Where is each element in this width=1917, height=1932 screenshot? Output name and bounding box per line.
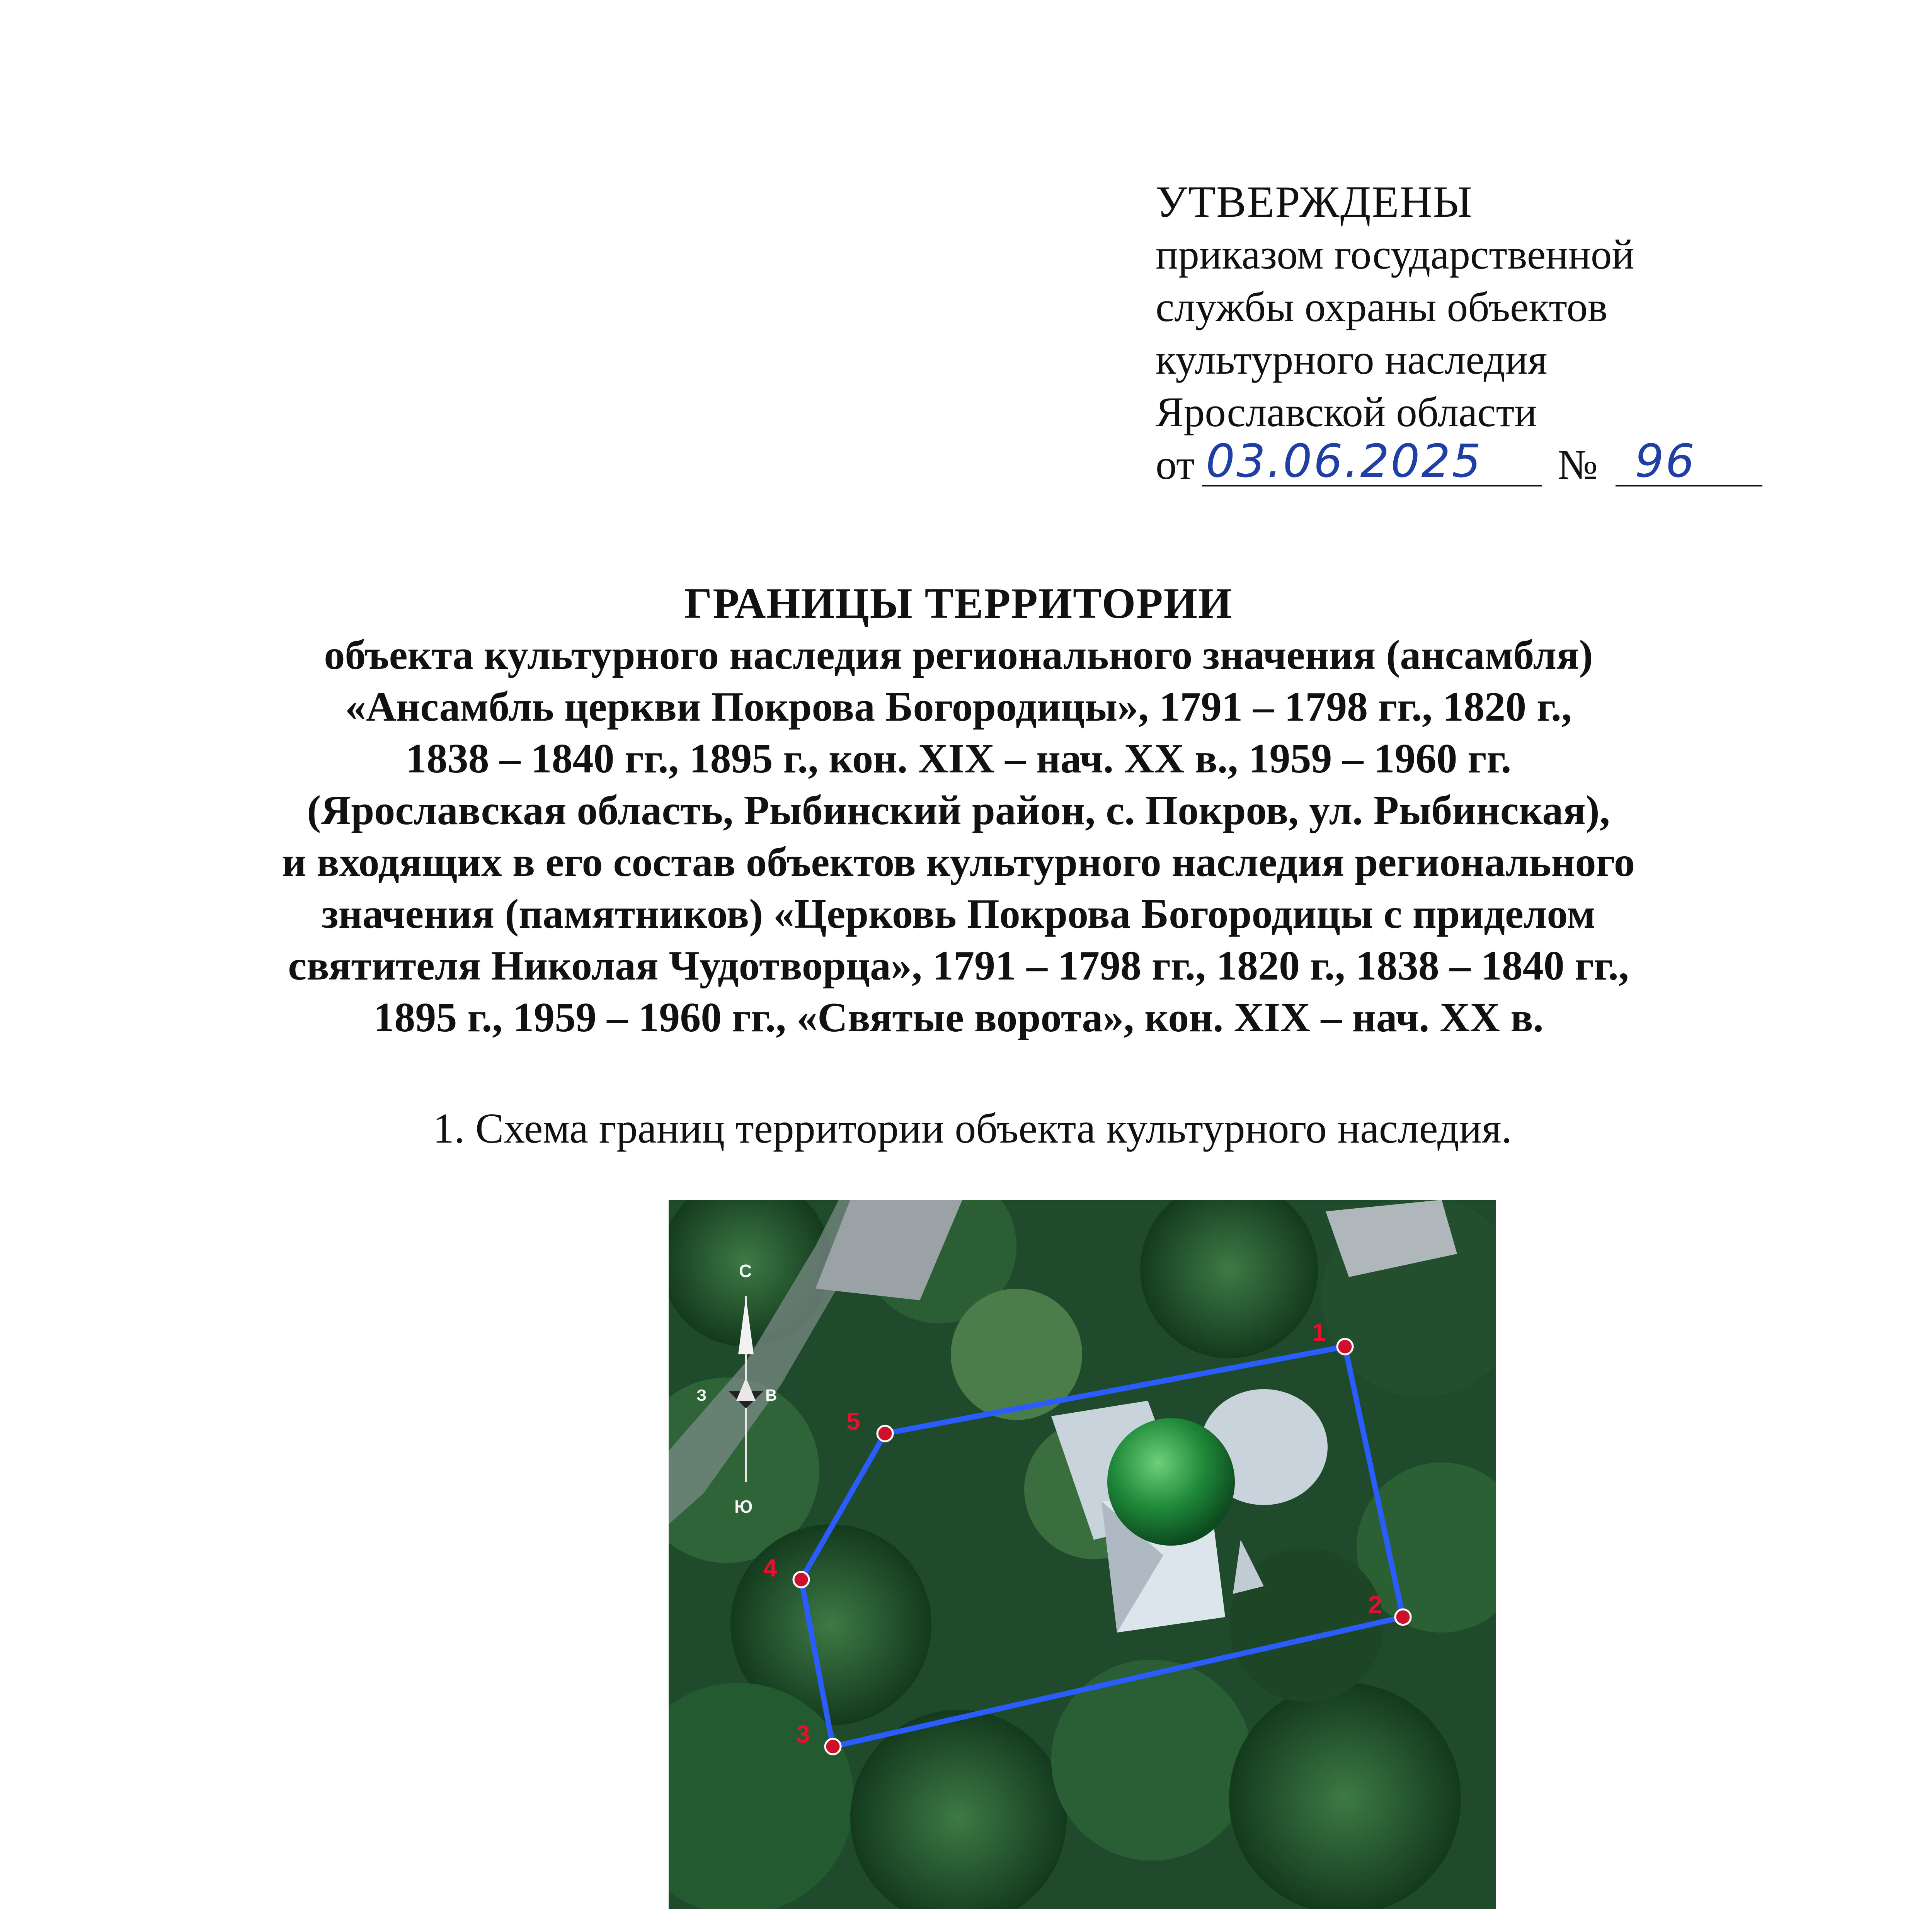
approval-heading: УТВЕРЖДЕНЫ bbox=[1156, 177, 1473, 227]
approval-line: культурного наследия bbox=[1156, 336, 1548, 383]
compass-east-label: В bbox=[765, 1386, 777, 1404]
title-line: 1895 г., 1959 – 1960 гг., «Святые ворота», кон. XIX – нач. XX в. bbox=[373, 995, 1544, 1041]
section-1-heading: 1. Схема границ территории объекта культурного наследия. bbox=[433, 1105, 1512, 1152]
date-prefix: от bbox=[1156, 441, 1195, 488]
number-prefix: № bbox=[1558, 441, 1598, 488]
number-underline bbox=[1616, 485, 1762, 486]
boundary-scheme-map bbox=[669, 1200, 1496, 1909]
point-label: 5 bbox=[846, 1407, 860, 1435]
title-line: «Ансамбль церкви Покрова Богородицы», 1791 – 1798 гг., 1820 г., bbox=[345, 684, 1572, 730]
title-line: 1838 – 1840 гг., 1895 г., кон. XIX – нач. XX в., 1959 – 1960 гг. bbox=[405, 736, 1512, 782]
title-line: (Ярославская область, Рыбинский район, с. Покров, ул. Рыбинская), bbox=[307, 787, 1610, 833]
title-line: значения (памятников) «Церковь Покрова Богородицы с приделом bbox=[322, 891, 1595, 937]
approval-block bbox=[1156, 176, 1766, 497]
point-label: 2 bbox=[1368, 1591, 1382, 1619]
compass-south-label: Ю bbox=[734, 1497, 753, 1517]
compass-north-label: С bbox=[739, 1261, 752, 1281]
title-line: объекта культурного наследия регионального значения (ансамбля) bbox=[324, 632, 1593, 678]
handwritten-date: 03.06.2025 bbox=[1206, 434, 1483, 488]
title-main: ГРАНИЦЫ ТЕРРИТОРИИ bbox=[684, 580, 1233, 628]
point-label: 3 bbox=[796, 1720, 810, 1748]
date-underline bbox=[1202, 485, 1542, 486]
title-line: и входящих в его состав объектов культурного наследия регионального bbox=[282, 839, 1635, 885]
point-label: 1 bbox=[1312, 1318, 1326, 1346]
handwritten-number: 96 bbox=[1635, 434, 1696, 488]
point-label: 4 bbox=[763, 1554, 777, 1582]
document-title bbox=[271, 578, 1646, 1044]
approval-line: Ярославской области bbox=[1156, 389, 1537, 435]
approval-line: приказом государственной bbox=[1156, 231, 1634, 278]
title-line: святителя Николая Чудотворца», 1791 – 1798 гг., 1820 г., 1838 – 1840 гг., bbox=[288, 943, 1629, 989]
aerial-photo bbox=[669, 1200, 1496, 1909]
compass-west-label: З bbox=[696, 1386, 707, 1404]
approval-line: службы охраны объектов bbox=[1156, 284, 1608, 330]
approval-date-number bbox=[1156, 434, 1766, 497]
